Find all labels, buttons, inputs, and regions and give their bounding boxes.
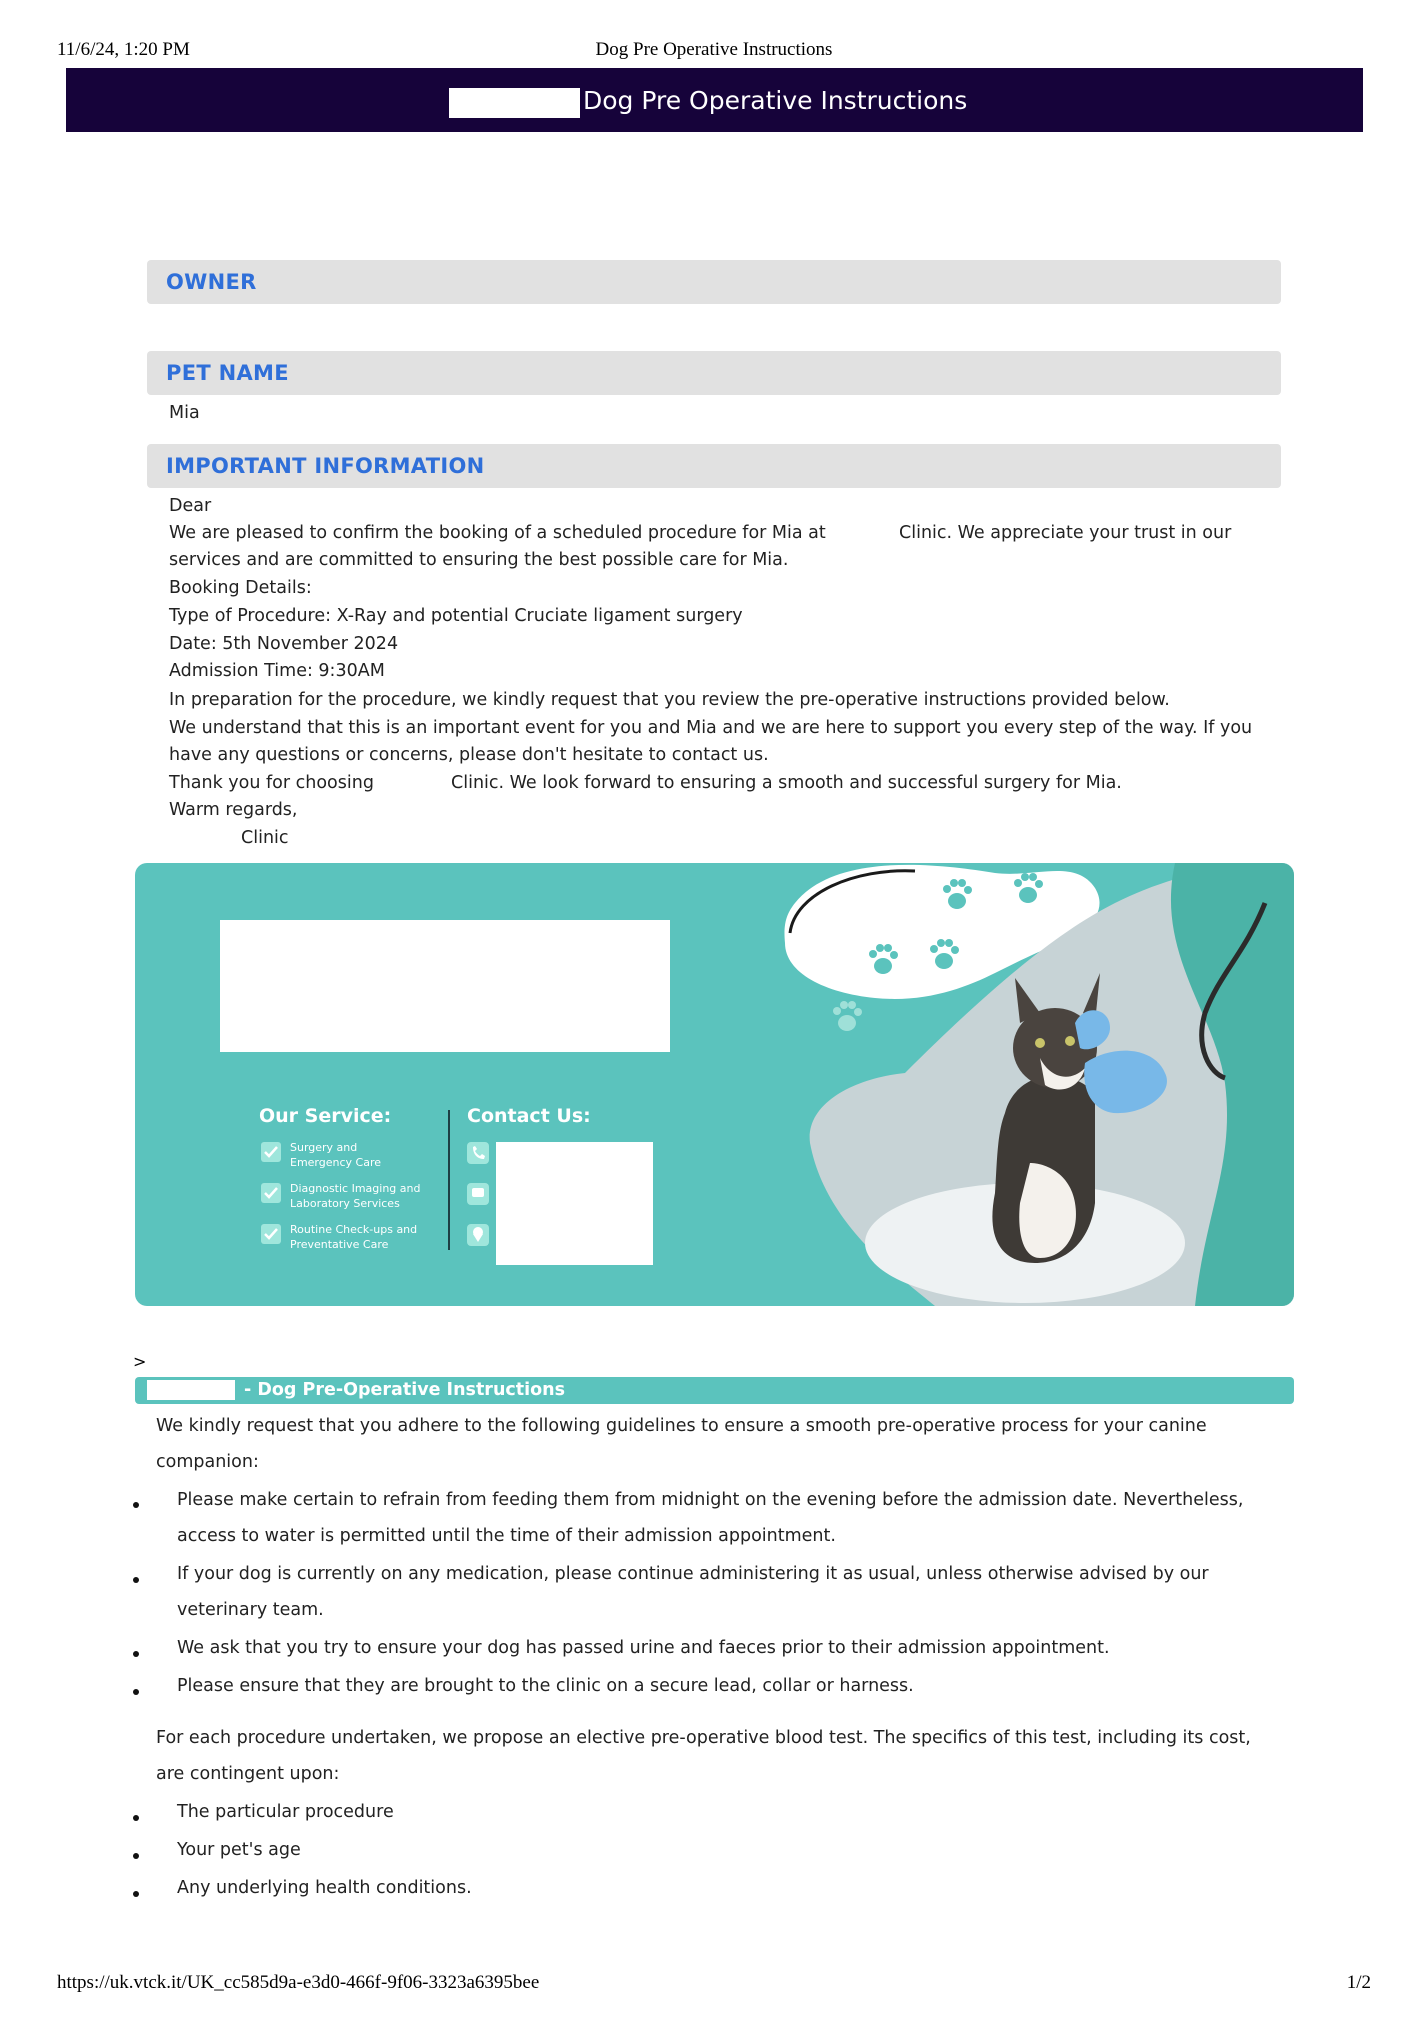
bullet-dot xyxy=(133,1891,139,1897)
letter-intro-line-2: services and are committed to ensuring the best possible care for Mia. xyxy=(169,550,789,570)
letter-intro-line-1a: We are pleased to confirm the booking of a scheduled procedure for Mia at xyxy=(169,523,826,543)
service-3-line-2: Preventative Care xyxy=(290,1238,389,1251)
print-datetime: 11/6/24, 1:20 PM xyxy=(57,39,190,60)
bullet-dot xyxy=(133,1651,139,1657)
instruction-1-line-2: access to water is permitted until the time of their admission appointment. xyxy=(177,1526,836,1546)
service-1-line-1: Surgery and xyxy=(290,1141,358,1154)
contact-icons xyxy=(467,1142,489,1246)
redacted-logo xyxy=(220,920,670,1052)
redacted-clinic-name xyxy=(449,88,580,118)
instruction-2-line-1: If your dog is currently on any medication, please continue administering it as usual, unless otherwise advised by our xyxy=(177,1564,1209,1584)
print-footer-url[interactable]: https://uk.vtck.it/UK_cc585d9a-e3d0-466f-9f06-3323a6395bee xyxy=(57,1972,540,1993)
important-information-label: IMPORTANT INFORMATION xyxy=(166,454,485,478)
instructions-intro-line-1: We kindly request that you adhere to the following guidelines to ensure a smooth pre-operative process for your canine xyxy=(156,1416,1207,1436)
admission-time: Admission Time: 9:30AM xyxy=(169,661,385,681)
redacted-contact-details xyxy=(496,1142,653,1265)
page-title: Dog Pre Operative Instructions xyxy=(583,86,968,115)
service-2-line-1: Diagnostic Imaging and xyxy=(290,1182,421,1195)
pet-name-section-header xyxy=(147,351,1281,395)
cat-eye-right xyxy=(1065,1036,1075,1046)
owner-label: OWNER xyxy=(166,270,257,294)
pet-name-value: Mia xyxy=(169,403,200,423)
section-marker: > xyxy=(133,1352,147,1371)
procedure-type: Type of Procedure: X-Ray and potential Cruciate ligament surgery xyxy=(169,606,743,626)
print-page-number: 1/2 xyxy=(1346,1972,1371,1993)
booking-details-heading: Booking Details: xyxy=(169,578,312,598)
paw-print-icon-faded xyxy=(833,1001,862,1031)
letter-understand-line-2: have any questions or concerns, please don't hesitate to contact us. xyxy=(169,745,769,765)
instructions-title: - Dog Pre-Operative Instructions xyxy=(244,1380,566,1400)
instruction-2-line-2: veterinary team. xyxy=(177,1600,324,1620)
service-2-line-2: Laboratory Services xyxy=(290,1197,400,1210)
contact-heading: Contact Us: xyxy=(467,1105,591,1127)
letter-preparation: In preparation for the procedure, we kindly request that you review the pre-operative instructions provided below. xyxy=(169,690,1170,710)
instructions-intro-line-2: companion: xyxy=(156,1452,259,1472)
banner-divider xyxy=(448,1110,450,1250)
instruction-1-line-1: Please make certain to refrain from feeding them from midnight on the evening before the admission date. Nevertheless, xyxy=(177,1490,1244,1510)
redacted-clinic-name xyxy=(147,1380,235,1400)
letter-thanks-b: Clinic. We look forward to ensuring a smooth and successful surgery for Mia. xyxy=(451,773,1122,793)
service-1-line-2: Emergency Care xyxy=(290,1156,382,1169)
bullet-dot xyxy=(133,1689,139,1695)
bullet-dot xyxy=(133,1502,139,1508)
letter-signature: Clinic xyxy=(241,828,289,848)
important-information-section-header xyxy=(147,444,1281,488)
letter-regards: Warm regards, xyxy=(169,800,298,820)
letter-intro-line-1b: Clinic. We appreciate your trust in our xyxy=(899,523,1232,543)
blood-test-line-2: are contingent upon: xyxy=(156,1764,340,1784)
letter-understand-line-1: We understand that this is an important event for you and Mia and we are here to support you every step of the way. If you xyxy=(169,718,1253,738)
owner-section-header xyxy=(147,260,1281,304)
checkmark-icons xyxy=(261,1142,281,1244)
letter-greeting: Dear xyxy=(169,496,212,516)
service-3-line-1: Routine Check-ups and xyxy=(290,1223,418,1236)
cat-eye-left xyxy=(1035,1038,1045,1048)
print-title: Dog Pre Operative Instructions xyxy=(595,39,833,60)
phone-icon xyxy=(467,1142,489,1164)
blood-test-line-1: For each procedure undertaken, we propose an elective pre-operative blood test. The specifics of this test, including its cost, xyxy=(156,1728,1251,1748)
services-heading: Our Service: xyxy=(259,1105,392,1127)
clinic-banner xyxy=(135,863,1294,1306)
factor-procedure: The particular procedure xyxy=(177,1802,394,1822)
banner-artwork xyxy=(135,863,1294,1306)
procedure-date: Date: 5th November 2024 xyxy=(169,634,399,654)
letter-thanks-a: Thank you for choosing xyxy=(169,773,374,793)
instruction-3: We ask that you try to ensure your dog has passed urine and faeces prior to their admission appointment. xyxy=(177,1638,1110,1658)
bullet-dot xyxy=(133,1853,139,1859)
factor-health: Any underlying health conditions. xyxy=(177,1878,472,1898)
bullet-dot xyxy=(133,1577,139,1583)
pet-name-label: PET NAME xyxy=(166,361,289,385)
bullet-dot xyxy=(133,1815,139,1821)
factor-age: Your pet's age xyxy=(177,1840,301,1860)
instruction-4: Please ensure that they are brought to the clinic on a secure lead, collar or harness. xyxy=(177,1676,914,1696)
